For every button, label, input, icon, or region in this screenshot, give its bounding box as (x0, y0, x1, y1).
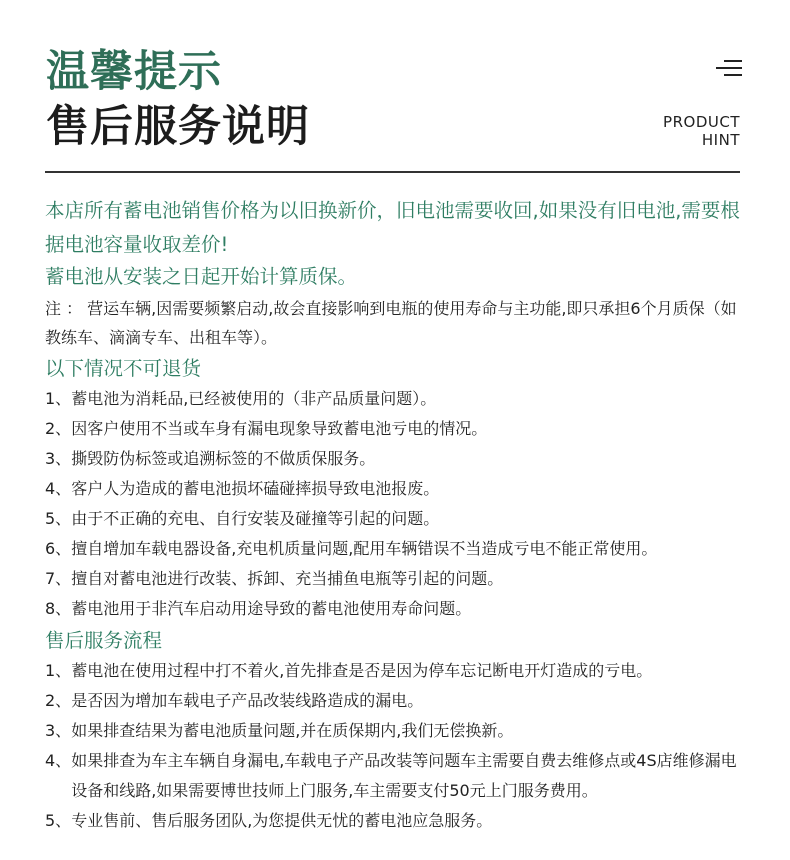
list-item (45, 686, 745, 716)
list-item (45, 564, 745, 594)
list-item (45, 414, 745, 444)
list-item-text: 擅自对蓄电池进行改装、拆卸、充当捕鱼电瓶等引起的问题。 (71, 569, 504, 588)
list-item-text: 撕毁防伪标签或追溯标签的不做质保服务。 (71, 449, 376, 468)
list-item-number: 3、 (45, 721, 72, 740)
list-item-text: 由于不正确的充电、自行安装及碰撞等引起的问题。 (71, 509, 440, 528)
trade-in-notice: 本店所有蓄电池销售价格为以旧换新价，旧电池需要收回,如果没有旧电池,需要根据电池容量收取差价! (45, 199, 740, 256)
list-item (45, 806, 745, 836)
service-process-heading: 售后服务流程 (45, 629, 163, 652)
list-item-number: 6、 (45, 539, 72, 558)
list-item-number: 4、 (45, 751, 72, 770)
list-item-number: 1、 (45, 661, 72, 680)
list-item-text: 蓄电池用于非汽车启动用途导致的蓄电池使用寿命问题。 (71, 599, 472, 618)
list-item-text: 专业售前、售后服务团队,为您提供无忧的蓄电池应急服务。 (71, 811, 493, 830)
page-title: 温馨提示 (46, 47, 222, 97)
badge-line-product: PRODUCT (663, 113, 740, 131)
list-item-text: 如果排查为车主车辆自身漏电,车载电子产品改装等问题车主需要自费去维修点或4S店维修漏电设备和线路,如果需要博世技师上门服务,车主需要支付50元上门服务费用。 (71, 751, 737, 800)
list-item-number: 5、 (45, 811, 72, 830)
list-item (45, 716, 745, 746)
list-item-number: 3、 (45, 449, 72, 468)
commercial-vehicle-note: 注 ： 营运车辆,因需要频繁启动,故会直接影响到电瓶的使用寿命与主功能,即只承担6个月质保（如教练车、滴滴专车、出租车等）。 (45, 299, 737, 347)
product-hint-badge (663, 113, 740, 149)
main-content (45, 194, 745, 836)
list-item-number: 8、 (45, 599, 72, 618)
list-item-number: 2、 (45, 419, 72, 438)
badge-line-hint: HINT (701, 131, 740, 149)
list-item (45, 384, 745, 414)
no-return-heading: 以下情况不可退货 (45, 357, 202, 380)
list-item-text: 擅自增加车载电器设备,充电机质量问题,配用车辆错误不当造成亏电不能正常使用。 (71, 539, 658, 558)
list-item-number: 2、 (45, 691, 72, 710)
list-item (45, 444, 745, 474)
page-subtitle: 售后服务说明 (46, 102, 310, 152)
list-item-text: 是否因为增加车载电子产品改装线路造成的漏电。 (71, 691, 424, 710)
list-item-number: 4、 (45, 479, 72, 498)
list-item-number: 5、 (45, 509, 72, 528)
list-item-number: 1、 (45, 389, 72, 408)
list-item (45, 656, 745, 686)
list-item-text: 因客户使用不当或车身有漏电现象导致蓄电池亏电的情况。 (71, 419, 488, 438)
list-item (45, 474, 745, 504)
menu-lines-icon (716, 60, 742, 78)
warranty-start-heading: 蓄电池从安装之日起开始计算质保。 (45, 265, 358, 288)
list-item-text: 蓄电池在使用过程中打不着火,首先排查是否是因为停车忘记断电开灯造成的亏电。 (71, 661, 653, 680)
list-item (45, 594, 745, 624)
page-header (0, 0, 790, 175)
list-item-text: 客户人为造成的蓄电池损坏磕碰摔损导致电池报废。 (71, 479, 440, 498)
list-item (45, 746, 745, 806)
list-item-text: 蓄电池为消耗品,已经被使用的（非产品质量问题）。 (71, 389, 437, 408)
service-process-list (45, 656, 745, 836)
no-return-list (45, 384, 745, 624)
list-item (45, 504, 745, 534)
list-item-text: 如果排查结果为蓄电池质量问题,并在质保期内,我们无偿换新。 (71, 721, 514, 740)
list-item-number: 7、 (45, 569, 72, 588)
list-item (45, 534, 745, 564)
header-divider (45, 171, 740, 173)
